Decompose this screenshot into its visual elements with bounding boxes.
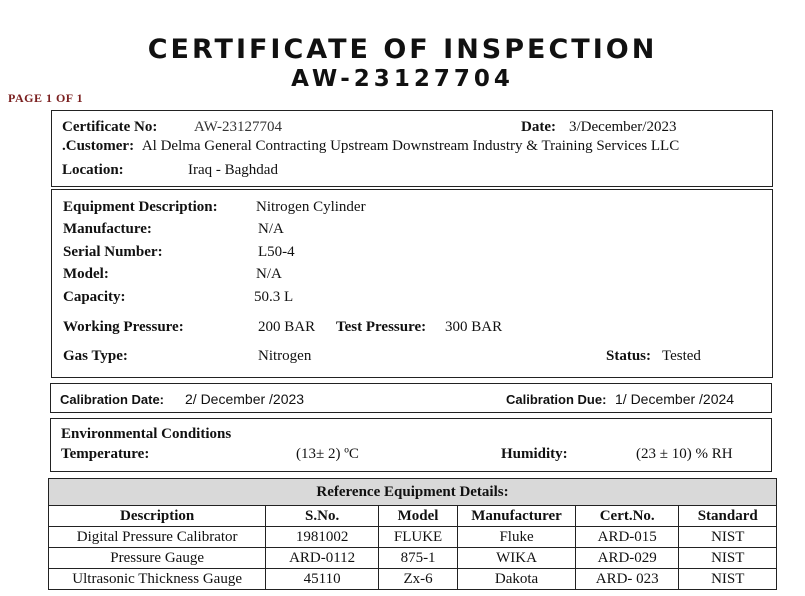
table-cell: Zx-6 xyxy=(378,569,457,590)
reference-table-caption: Reference Equipment Details: xyxy=(49,479,777,506)
cert-no-label: Certificate No: xyxy=(62,119,158,135)
certificate-title: CERTIFICATE OF INSPECTION xyxy=(147,34,658,65)
calibration-date-label: Calibration Date: xyxy=(60,392,165,407)
gas-type-label: Gas Type: xyxy=(63,348,128,364)
calibration-date-value: 2/ December /2023 xyxy=(185,391,305,407)
column-header: Standard xyxy=(679,506,777,527)
test-pressure-label: Test Pressure: xyxy=(336,319,427,335)
table-cell: NIST xyxy=(679,527,777,548)
table-cell: ARD-0112 xyxy=(266,548,379,569)
table-caption-row xyxy=(49,479,777,506)
cert-no-value: AW-23127704 xyxy=(194,119,282,135)
test-pressure-value: 300 BAR xyxy=(445,319,503,335)
manufacture-value: N/A xyxy=(258,221,284,237)
date-label: Date: xyxy=(521,119,556,135)
table-row xyxy=(49,548,777,569)
serial-number-value: L50-4 xyxy=(258,244,295,260)
table-row xyxy=(49,569,777,590)
certificate-code-heading: AW-23127704 xyxy=(291,66,514,92)
table-cell: ARD-029 xyxy=(575,548,679,569)
table-cell: WIKA xyxy=(458,548,576,569)
table-cell: Ultrasonic Thickness Gauge xyxy=(49,569,266,590)
equipment-box xyxy=(51,189,773,378)
calibration-due-label: Calibration Due: xyxy=(506,392,607,407)
model-label: Model: xyxy=(63,266,109,282)
humidity-label: Humidity: xyxy=(501,446,568,462)
certificate-info-box xyxy=(51,110,773,187)
table-cell: ARD-015 xyxy=(575,527,679,548)
customer-row xyxy=(62,138,679,155)
equipment-description-value: Nitrogen Cylinder xyxy=(256,199,366,215)
temperature-label: Temperature: xyxy=(61,446,150,462)
customer-label: .Customer: xyxy=(62,138,135,154)
table-row xyxy=(49,527,777,548)
column-header: Cert.No. xyxy=(575,506,679,527)
model-value: N/A xyxy=(256,266,282,282)
environment-box xyxy=(50,418,772,472)
customer-value: Al Delma General Contracting Upstream Downstream Industry & Training Services LLC xyxy=(141,138,680,154)
table-cell: Pressure Gauge xyxy=(49,548,266,569)
table-cell: Dakota xyxy=(458,569,576,590)
page-indicator: PAGE 1 OF 1 xyxy=(8,91,84,105)
calibration-box xyxy=(50,383,772,413)
location-value: Iraq - Baghdad xyxy=(188,162,278,178)
gas-type-value: Nitrogen xyxy=(258,348,312,364)
working-pressure-label: Working Pressure: xyxy=(63,319,184,335)
reference-equipment-table xyxy=(48,478,777,590)
table-cell: NIST xyxy=(679,548,777,569)
column-header: Model xyxy=(378,506,457,527)
table-cell: 45110 xyxy=(266,569,379,590)
location-label: Location: xyxy=(62,162,124,178)
column-header: S.No. xyxy=(266,506,379,527)
humidity-value: (23 ± 10) % RH xyxy=(636,446,733,462)
date-value: 3/December/2023 xyxy=(569,119,677,135)
capacity-value: 50.3 L xyxy=(254,289,294,305)
table-cell: NIST xyxy=(679,569,777,590)
table-header-row xyxy=(49,506,777,527)
status-value: Tested xyxy=(662,348,701,364)
calibration-due-value: 1/ December /2024 xyxy=(615,391,735,407)
table-cell: Fluke xyxy=(458,527,576,548)
capacity-label: Capacity: xyxy=(63,289,126,305)
table-cell: 1981002 xyxy=(266,527,379,548)
status-label: Status: xyxy=(606,348,652,364)
working-pressure-value: 200 BAR xyxy=(258,319,316,335)
table-cell: ARD- 023 xyxy=(575,569,679,590)
column-header: Description xyxy=(49,506,266,527)
temperature-value: (13± 2) ºC xyxy=(296,446,359,462)
column-header: Manufacturer xyxy=(458,506,576,527)
manufacture-label: Manufacture: xyxy=(63,221,152,237)
table-cell: 875-1 xyxy=(378,548,457,569)
table-cell: FLUKE xyxy=(378,527,457,548)
serial-number-label: Serial Number: xyxy=(63,244,163,260)
environment-heading: Environmental Conditions xyxy=(61,426,232,442)
equipment-description-label: Equipment Description: xyxy=(63,199,218,215)
table-cell: Digital Pressure Calibrator xyxy=(49,527,266,548)
